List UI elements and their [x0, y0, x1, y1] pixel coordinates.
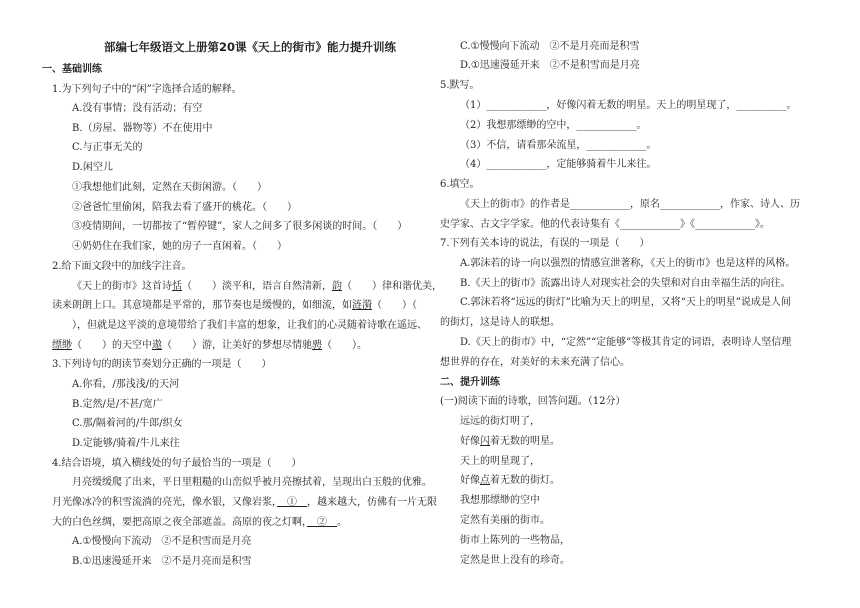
q1-option-c: C.与正事无关的 — [72, 142, 143, 153]
q7-line-d-cont: 想世界的存在，对美好的未来充满了信心。 — [440, 357, 630, 368]
q2-passage-line-3: ），但就是这平淡的意境带给了我们丰富的想象，让我们的心灵随着诗歌在遥远、 — [52, 320, 427, 331]
question-6-stem: 6.填空。 — [440, 179, 480, 190]
q4-passage-line-2: 月光像冰冷的积雪流淌的亮光，像水银，又像岩浆， ① ，越来越大，仿佛有一片无限 — [52, 497, 437, 508]
section-heading-basic: 一、基础训练 — [42, 64, 102, 75]
q1-option-a: A.没有事情；没有活动；有空 — [72, 103, 203, 114]
q1-option-b: B.（房屋、器物等）不在使用中 — [72, 123, 213, 134]
poem-line-7: 街市上陈列的一些物品， — [460, 535, 570, 546]
q3-option-c: C.那/隔着河的/牛郎/织女 — [72, 418, 183, 429]
q7-line-a: A.郭沫若的诗一向以强烈的情感宣泄著称，《天上的街市》也是这样的风格。 — [460, 258, 796, 269]
poem-line-1: 远远的街灯明了， — [460, 416, 540, 427]
section-heading-advanced: 二、提升训练 — [440, 377, 500, 388]
poem-line-4: 好像点着无数的街灯。 — [460, 475, 560, 486]
question-7-stem: 7.下列有关本诗的说法，有误的一项是（ ） — [440, 238, 650, 249]
poem-line-3: 天上的明星现了， — [460, 456, 540, 467]
q5-item-4: （4）____________，定能够骑着牛儿来往。 — [460, 159, 657, 170]
q3-option-b: B.定然/是/不甚/宽广 — [72, 399, 163, 410]
q1-option-d: D.闲空儿 — [72, 162, 113, 173]
page-title: 部编七年级语文上册第20课《天上的街市》能力提升训练 — [104, 40, 397, 54]
q7-line-c-cont: 的街灯，这是诗人的联想。 — [440, 317, 560, 328]
q1-item-1: ①我想他们此刻，定然在天街闲游。（ ） — [72, 182, 267, 193]
reading-1-heading: (一)阅读下面的诗歌，回答问题。（12分） — [440, 396, 626, 407]
q4-option-a: A.①慢慢向下流动 ②不是积雪而是月亮 — [72, 536, 252, 547]
question-5-stem: 5.默写。 — [440, 80, 480, 91]
q1-item-4: ④奶奶住在我们家，她的房子一直闲着。（ ） — [72, 241, 287, 252]
q5-item-1: （1）____________，好像闪着无数的明星。天上的明星现了，__________。 — [460, 100, 797, 111]
question-1-stem: 1.为下列句子中的“闲”字选择合适的解释。 — [52, 84, 242, 95]
q4-option-b: B.①迅速漫延开来 ②不是月亮而是积雪 — [72, 556, 252, 567]
question-3-stem: 3.下列诗句的朗读节奏划分正确的一项是（ ） — [52, 359, 272, 370]
poem-line-8: 定然是世上没有的珍奇。 — [460, 555, 570, 566]
poem-line-6: 定然有美丽的街市。 — [460, 515, 550, 526]
poem-line-2: 好像闪着无数的明星。 — [460, 436, 560, 447]
poem-line-5: 我想那缥缈的空中 — [460, 495, 540, 506]
q7-line-b: B.《天上的街市》流露出诗人对现实社会的失望和对自由幸福生活的向往。 — [460, 278, 791, 289]
q2-passage-line-1: 《天上的街市》这首诗恬（ ）淡平和，语言自然清新，韵（ ）律和谐优美， — [72, 281, 442, 292]
question-2-stem: 2.给下面文段中的加线字注音。 — [52, 261, 192, 272]
question-4-stem: 4.结合语境，填入横线处的句子最恰当的一项是（ ） — [52, 458, 302, 469]
q7-line-d: D.《天上的街市》中，“定然”“定能够”等极其肯定的词语，表明诗人坚信理 — [460, 337, 792, 348]
q2-passage-line-4: 缥缈（ ）的天空中遨（ ）游，让美好的梦想尽情驰骋（ ）。 — [52, 340, 367, 351]
q1-item-3: ③疫情期间，一切都按了“暂停键”，家人之间多了很多闲谈的时间。（ ） — [72, 221, 408, 232]
q4-passage-line-1: 月亮缓缓爬了出来，平日里粗糙的山峦似乎被月亮擦拭着，呈现出白玉般的优雅。 — [72, 477, 432, 488]
q6-line-2: 史学家、古文字学家。他的代表诗集有《____________》《____________》。 — [440, 219, 770, 230]
q5-item-3: （3）不信，请看那朵流星，____________。 — [460, 140, 657, 151]
q3-option-d: D.定能够/骑着/牛儿来往 — [72, 438, 180, 449]
q2-passage-line-2: 读来朗朗上口。其意境都是平常的，那节奏也是缓慢的，如细流，如涟漪（ ）（ — [52, 300, 417, 311]
q4-passage-line-3: 大的白色丝绸，要把高原之夜全部遮盖。高原的夜之灯啊， ② 。 — [52, 517, 347, 528]
q4-option-c: C.①慢慢向下流动 ②不是月亮而是积雪 — [460, 41, 640, 52]
q3-option-a: A.你看，/那浅浅/的天河 — [72, 379, 180, 390]
q6-line-1: 《天上的街市》的作者是____________，原名____________，作家、诗人、历 — [460, 199, 800, 210]
q1-item-2: ②爸爸忙里偷闲，陪我去看了盛开的桃花。（ ） — [72, 202, 297, 213]
q5-item-2: （2）我想那缥缈的空中，____________。 — [460, 120, 647, 131]
q7-line-c: C.郭沫若将“远远的街灯”比喻为天上的明星，又将“天上的明星”说成是人间 — [460, 297, 791, 308]
q4-option-d: D.①迅速漫延开来 ②不是积雪而是月亮 — [460, 60, 640, 71]
